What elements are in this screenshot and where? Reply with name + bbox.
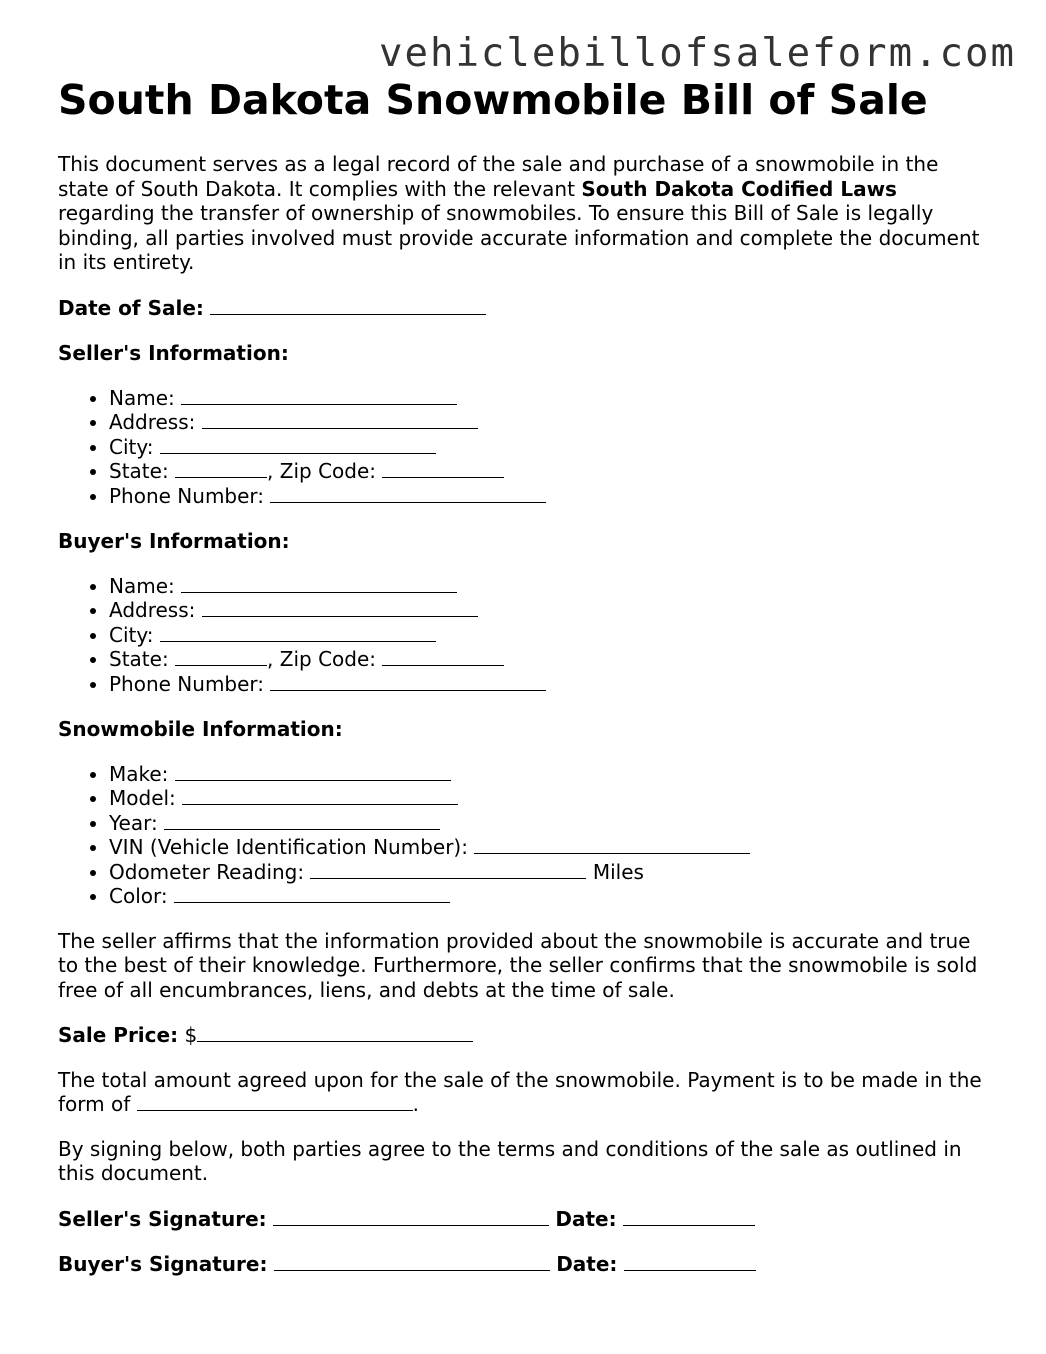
buyer-phone-label: Phone Number: <box>109 671 265 696</box>
buyer-name-label: Name: <box>109 573 175 598</box>
buyer-signature-label: Buyer's Signature: <box>58 1252 268 1276</box>
color-item <box>109 884 988 909</box>
snowmobile-heading: Snowmobile Information: <box>58 717 343 741</box>
document <box>58 78 988 1277</box>
seller-list <box>58 386 988 509</box>
buyer-date-field[interactable] <box>624 1253 756 1271</box>
agreement-paragraph: By signing below, both parties agree to the terms and conditions of the sale as outlined in this document. <box>58 1136 962 1185</box>
year-field[interactable] <box>164 812 440 830</box>
seller-name-label: Name: <box>109 385 175 410</box>
payment-method-field[interactable] <box>137 1093 413 1111</box>
buyer-city-label: City: <box>109 622 154 647</box>
make-item <box>109 762 988 787</box>
seller-date-field[interactable] <box>623 1208 755 1226</box>
seller-state-label: State: <box>109 459 169 483</box>
buyer-name-item <box>109 574 988 599</box>
buyer-name-field[interactable] <box>181 575 457 593</box>
seller-address-label: Address: <box>109 410 196 434</box>
buyer-signature-row <box>58 1252 988 1277</box>
buyer-date-label: Date: <box>556 1252 618 1276</box>
page-title: South Dakota Snowmobile Bill of Sale <box>58 76 928 124</box>
seller-heading: Seller's Information: <box>58 341 289 365</box>
buyer-state-item <box>109 647 988 672</box>
sale-price-field[interactable] <box>197 1024 473 1042</box>
buyer-state-field[interactable] <box>175 648 267 666</box>
buyer-city-item <box>109 623 988 648</box>
seller-phone-field[interactable] <box>270 485 546 503</box>
affirmation-paragraph: The seller affirms that the information provided about the snowmobile is accurate and true to the best of their knowledge. Furthermore, the seller confirms that the snowmobile is sold free of all encumbrances, liens, and debts at the time of sale. <box>58 928 978 1002</box>
intro-text-1: This document serves as a legal record of the sale and purchase of a snowmobile in the state of South Dakota. It complies with the relevant <box>58 152 939 201</box>
date-of-sale-field[interactable] <box>210 297 486 315</box>
payment-paragraph <box>58 1068 988 1117</box>
seller-signature-field[interactable] <box>273 1208 549 1226</box>
buyer-zip-label: , Zip Code: <box>267 647 377 671</box>
odometer-label: Odometer Reading: <box>109 859 305 884</box>
buyer-phone-item <box>109 672 988 697</box>
date-of-sale-label: Date of Sale: <box>58 295 204 320</box>
vin-label: VIN (Vehicle Identification Number): <box>109 835 468 859</box>
snowmobile-list <box>58 762 988 909</box>
vin-field[interactable] <box>474 836 750 854</box>
seller-zip-field[interactable] <box>382 460 504 478</box>
buyer-zip-field[interactable] <box>382 648 504 666</box>
seller-zip-label: , Zip Code: <box>267 459 377 483</box>
payment-text: The total amount agreed upon for the sale of the snowmobile. Payment is to be made in the form of <box>58 1067 982 1116</box>
buyer-address-label: Address: <box>109 598 196 622</box>
intro-text-2: regarding the transfer of ownership of snowmobiles. To ensure this Bill of Sale is legally binding, all parties involved must provide accurate information and complete the document in its entirety. <box>58 201 980 274</box>
make-label: Make: <box>109 761 169 786</box>
buyer-state-label: State: <box>109 647 169 671</box>
seller-name-field[interactable] <box>181 387 457 405</box>
sale-price-label: Sale Price: <box>58 1023 179 1047</box>
color-label: Color: <box>109 884 168 908</box>
watermark: vehiclebillofsaleform.com <box>379 31 1016 76</box>
seller-city-field[interactable] <box>160 436 436 454</box>
seller-state-field[interactable] <box>175 460 267 478</box>
seller-phone-item <box>109 484 988 509</box>
vin-item <box>109 835 988 860</box>
payment-end: . <box>412 1092 419 1116</box>
seller-name-item <box>109 386 988 411</box>
currency-symbol: $ <box>184 1023 198 1047</box>
seller-signature-row <box>58 1207 988 1232</box>
seller-city-label: City: <box>109 434 154 459</box>
buyer-heading: Buyer's Information: <box>58 529 290 553</box>
intro-paragraph <box>58 152 988 275</box>
buyer-list <box>58 574 988 697</box>
model-label: Model: <box>109 786 176 810</box>
year-item <box>109 811 988 836</box>
seller-date-label: Date: <box>555 1206 617 1231</box>
seller-address-field[interactable] <box>202 411 478 429</box>
sale-price-row <box>58 1023 988 1048</box>
odometer-field[interactable] <box>310 861 586 879</box>
buyer-address-field[interactable] <box>202 599 478 617</box>
seller-address-item <box>109 410 988 435</box>
date-of-sale-row <box>58 296 988 321</box>
seller-signature-label: Seller's Signature: <box>58 1206 267 1231</box>
miles-label: Miles <box>592 859 644 884</box>
buyer-phone-field[interactable] <box>270 673 546 691</box>
odometer-item <box>109 860 988 885</box>
buyer-signature-field[interactable] <box>274 1253 550 1271</box>
buyer-city-field[interactable] <box>160 624 436 642</box>
color-field[interactable] <box>174 885 450 903</box>
buyer-address-item <box>109 598 988 623</box>
model-item <box>109 786 988 811</box>
seller-city-item <box>109 435 988 460</box>
make-field[interactable] <box>175 763 451 781</box>
seller-phone-label: Phone Number: <box>109 483 265 508</box>
model-field[interactable] <box>182 787 458 805</box>
year-label: Year: <box>109 810 158 835</box>
intro-bold-laws: South Dakota Codified Laws <box>581 176 897 201</box>
seller-state-item <box>109 459 988 484</box>
